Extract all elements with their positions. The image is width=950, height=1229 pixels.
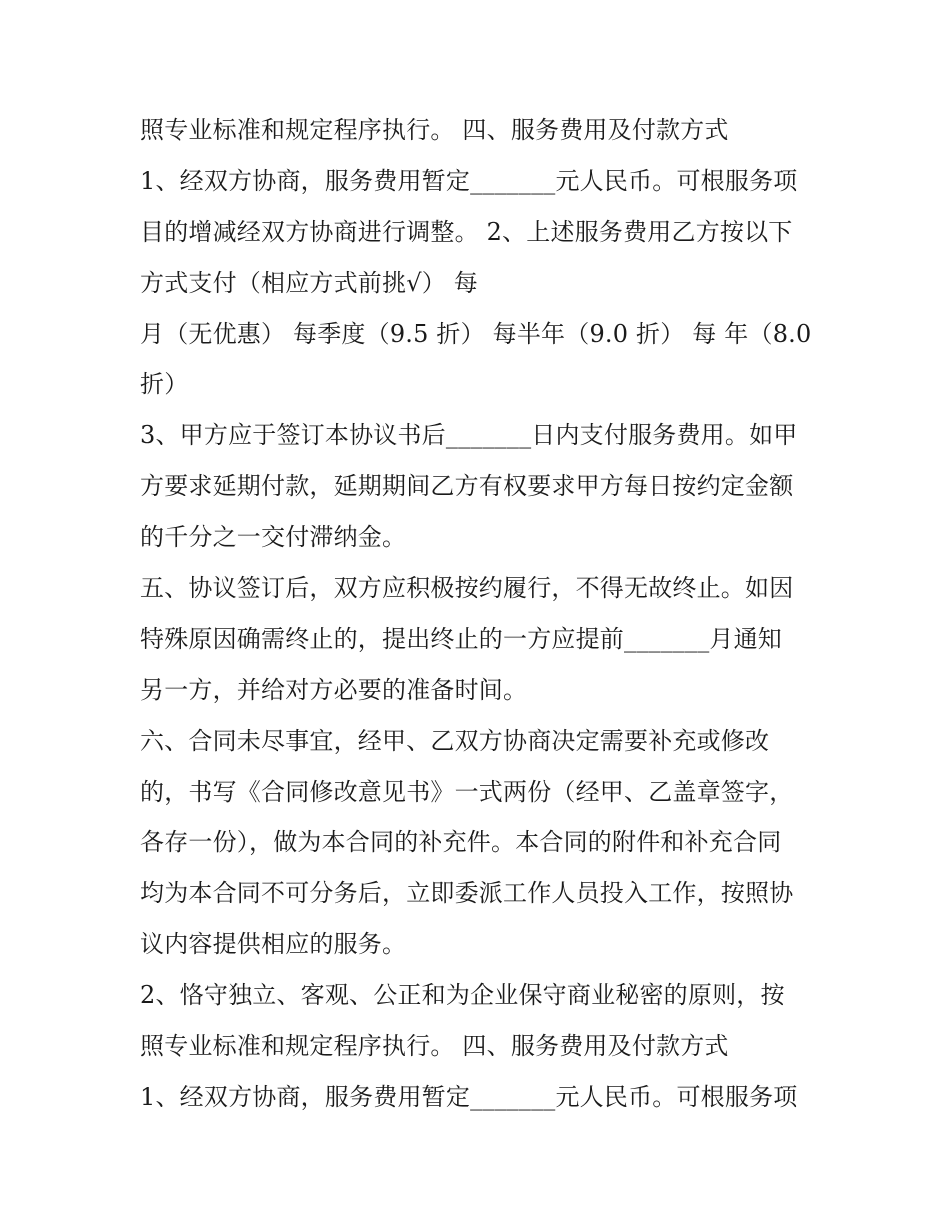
text-line: 六、合同未尽事宜，经甲、乙双方协商决定需要补充或修改	[140, 726, 770, 755]
text-line: 的，书写《合同修改意见书》一式两份（经甲、乙盖章签字，	[140, 777, 794, 806]
text-line: 照专业标准和规定程序执行。 四、服务费用及付款方式	[140, 116, 729, 144]
text-line: 方要求延期付款，延期期间乙方有权要求甲方每日按约定金额	[140, 472, 794, 501]
text-line: 各存一份），做为本合同的补充件。本合同的附件和补充合同	[140, 828, 782, 857]
text-line: 另一方，并给对方必要的准备时间。	[140, 675, 528, 704]
text-line: 议内容提供相应的服务。	[140, 930, 407, 959]
text-line: 目的增减经双方协商进行调整。 2、上述服务费用乙方按以下	[140, 217, 793, 246]
text-line: 特殊原因确需终止的，提出终止的一方应提前_______月通知	[140, 624, 782, 653]
text-line: 折）	[140, 370, 189, 399]
text-line: 照专业标准和规定程序执行。 四、服务费用及付款方式	[140, 1032, 729, 1061]
text-line: 五、协议签订后，双方应积极按约履行，不得无故终止。如因	[140, 574, 794, 603]
text-line: 均为本合同不可分务后，立即委派工作人员投入工作，按照协	[140, 879, 794, 908]
text-line: 方式支付（相应方式前挑√） 每	[140, 268, 478, 297]
text-line: 3、甲方应于签订本协议书后_______日内支付服务费用。如甲	[140, 421, 798, 450]
text-line: 2、恪守独立、客观、公正和为企业保守商业秘密的原则，按	[140, 981, 785, 1010]
text-line: 1、经双方协商，服务费用暂定_______元人民币。可根服务项	[140, 1082, 798, 1111]
text-line: 月（无优惠） 每季度（9.5 折） 每半年（9.0 折） 每 年（8.0	[140, 319, 812, 348]
text-line: 1、经双方协商，服务费用暂定_______元人民币。可根服务项	[140, 166, 798, 195]
text-line: 的千分之一交付滞纳金。	[140, 523, 407, 552]
contract-text-body	[140, 105, 820, 1123]
